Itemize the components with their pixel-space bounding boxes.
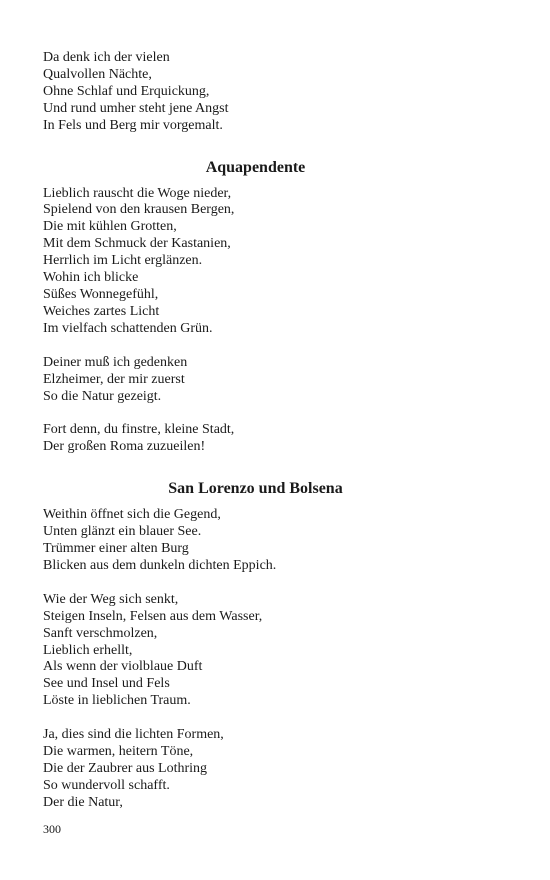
stanza-aquapendente-1 [43, 186, 468, 338]
poem-line: In Fels und Berg mir vorgemalt. [43, 117, 223, 133]
poem-line: Herrlich im Licht erglänzen. [43, 253, 203, 269]
stanza-gap [43, 710, 468, 727]
poem-line: Trümmer einer alten Burg [43, 541, 189, 557]
poem-line: Steigen Inseln, Felsen aus dem Wasser, [43, 608, 263, 624]
stanza-aquapendente-3 [43, 422, 468, 456]
heading-spacer [43, 499, 468, 507]
poem-line: So wundervoll schafft. [43, 777, 170, 793]
poem-line: Unten glänzt ein blauer See. [43, 524, 202, 540]
heading-spacer [43, 178, 468, 186]
section-heading-aquapendente: Aquapendente [205, 158, 306, 176]
section-spacer [43, 456, 468, 479]
stanza-opening [43, 50, 468, 135]
poem-line: So die Natur gezeigt. [43, 388, 162, 404]
poem-line: Deiner muß ich gedenken [43, 354, 188, 370]
poem-line: Im vielfach schattenden Grün. [43, 320, 213, 336]
page-body [43, 50, 468, 812]
poem-line: Sanft verschmolzen, [43, 625, 158, 641]
page-number: 300 [43, 822, 61, 836]
poem-line: Als wenn der violblaue Duft [43, 659, 203, 675]
poem-line: Blicken aus dem dunkeln dichten Eppich. [43, 557, 277, 573]
poem-line: Ja, dies sind die lichten Formen, [43, 727, 224, 743]
poem-line: Lieblich rauscht die Woge nieder, [43, 185, 232, 201]
section-heading-san-lorenzo: San Lorenzo und Bolsena [168, 480, 343, 498]
poem-line: Der großen Roma zuzueilen! [43, 439, 206, 455]
stanza-gap [43, 575, 468, 592]
poem-line: Die mit kühlen Grotten, [43, 219, 177, 235]
poem-line: See und Insel und Fels [43, 676, 170, 692]
poem-line: Wohin ich blicke [43, 270, 139, 286]
poem-line: Ohne Schlaf und Erquickung, [43, 83, 210, 99]
poem-line: Fort denn, du finstre, kleine Stadt, [43, 422, 235, 438]
stanza-san-lorenzo-1 [43, 507, 468, 575]
poem-line: Weithin öffnet sich die Gegend, [43, 507, 221, 523]
poem-line: Da denk ich der vielen [43, 50, 170, 65]
poem-line: Und rund umher steht jene Angst [43, 100, 229, 116]
poem-line: Wie der Weg sich senkt, [43, 591, 179, 607]
stanza-san-lorenzo-3 [43, 727, 468, 812]
poem-line: Elzheimer, der mir zuerst [43, 371, 185, 387]
poem-line: Der die Natur, [43, 794, 123, 810]
poem-line: Die der Zaubrer aus Lothring [43, 761, 208, 776]
poem-line: Qualvollen Nächte, [43, 66, 152, 82]
section-spacer [43, 135, 468, 158]
stanza-gap [43, 405, 468, 422]
poem-line: Spielend von den krausen Bergen, [43, 202, 235, 218]
poem-line: Löste in lieblichen Traum. [43, 693, 191, 709]
stanza-san-lorenzo-2 [43, 592, 468, 710]
poem-line: Mit dem Schmuck der Kastanien, [43, 236, 231, 252]
stanza-aquapendente-2 [43, 355, 468, 406]
poem-line: Die warmen, heitern Töne, [43, 744, 194, 760]
stanza-gap [43, 338, 468, 355]
poem-line: Süßes Wonnegefühl, [43, 286, 159, 302]
poem-line: Lieblich erhellt, [43, 642, 133, 658]
poem-line: Weiches zartes Licht [43, 303, 160, 319]
